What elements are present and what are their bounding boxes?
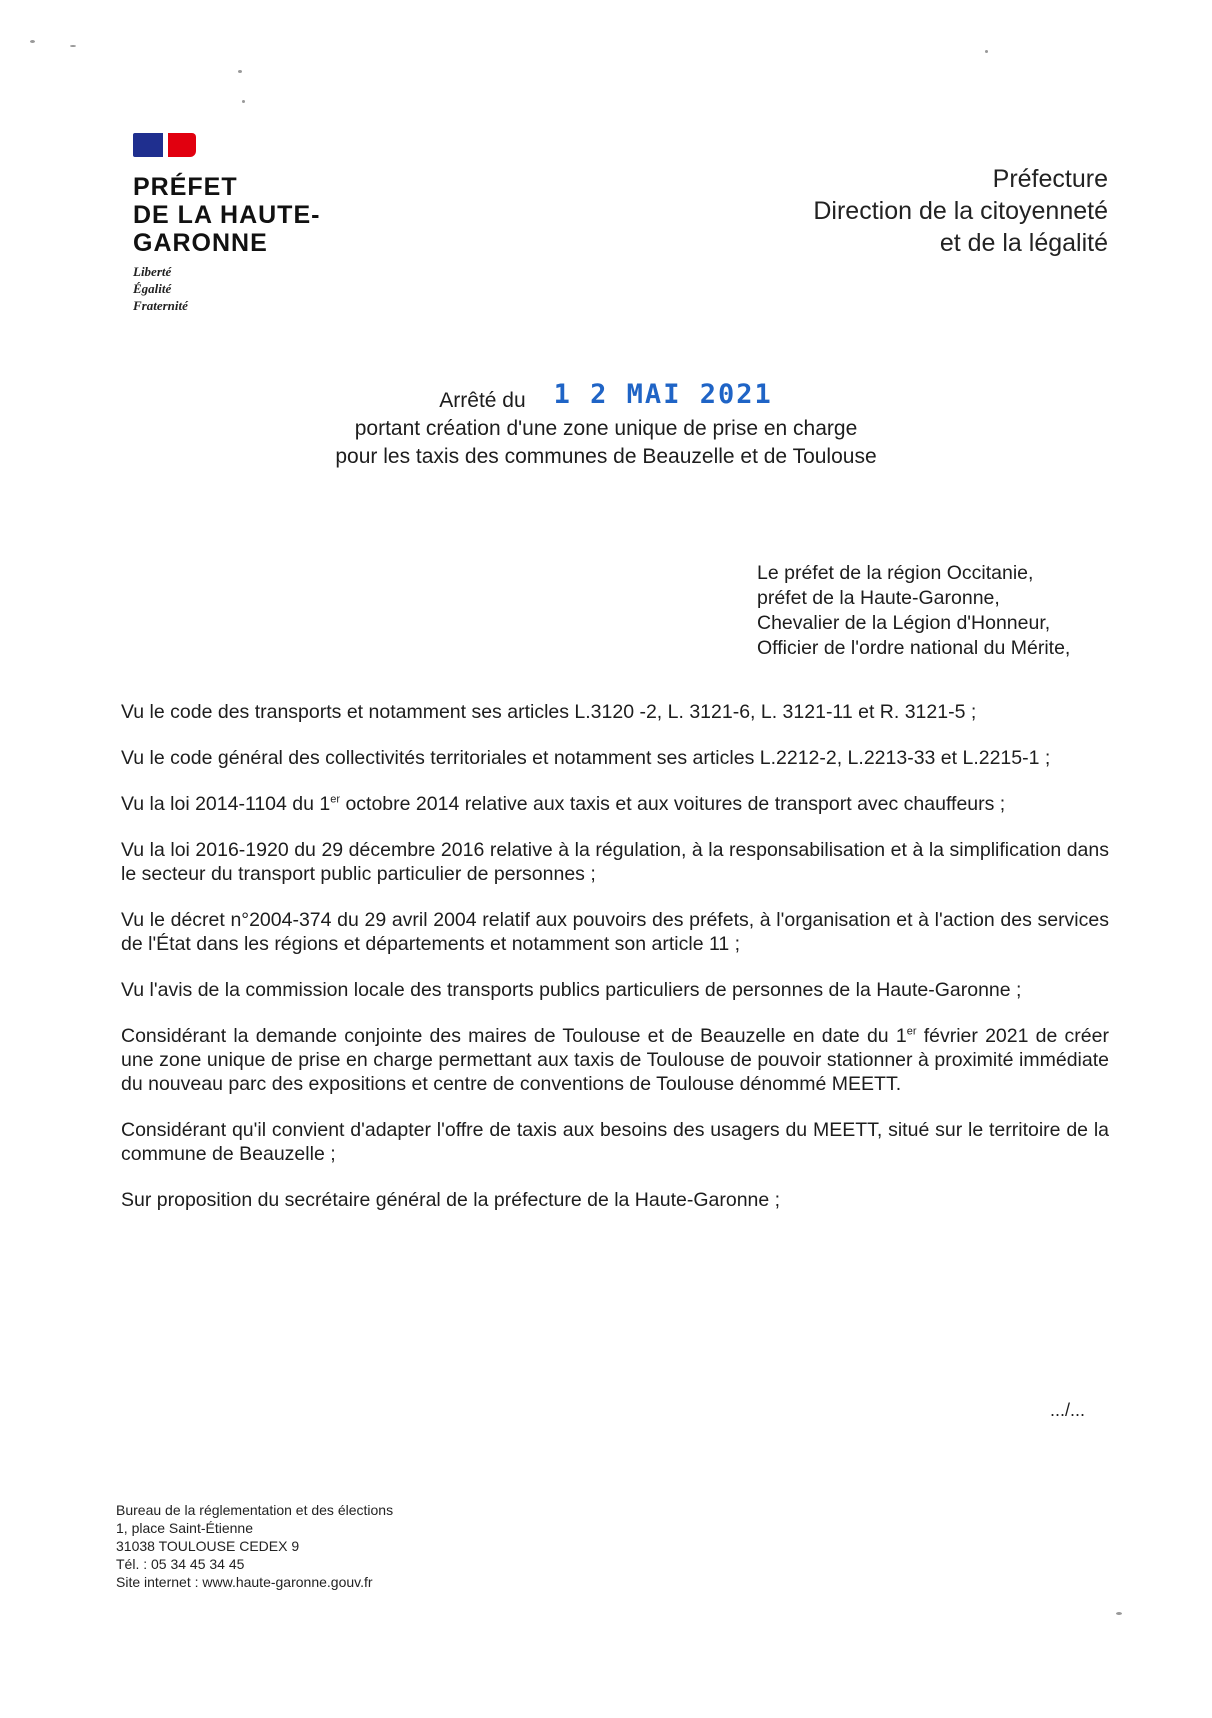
prefet-line: GARONNE [133, 229, 268, 257]
arrete-label: Arrêté du [439, 389, 526, 412]
prefet-title [133, 173, 320, 257]
date-stamp: 1 2 MAI 2021 [553, 379, 773, 410]
marianne-flag-icon [133, 133, 201, 159]
service-line: Préfecture [992, 165, 1108, 193]
text-run: Considérant la demande conjointe des maires de Toulouse et de Beauzelle en date du 1 [121, 1025, 907, 1047]
vu-paragraph: Vu la loi 2016-1920 du 29 décembre 2016 relative à la régulation, à la responsabilisation et à la simplification dans le secteur du transport public particulier de personnes ; [121, 839, 1109, 885]
scan-speck [30, 40, 35, 43]
authority-block [757, 561, 1070, 661]
authority-line: préfet de la Haute-Garonne, [757, 587, 1000, 609]
scan-speck [70, 45, 76, 47]
footer-line: 31038 TOULOUSE CEDEX 9 [116, 1538, 300, 1554]
vu-paragraph: Vu le décret n°2004-374 du 29 avril 2004 relatif aux pouvoirs des préfets, à l'organisation et à l'action des services de l'État dans les régions et départements et notamment son article 11 ; [121, 909, 1109, 955]
scan-speck [1116, 1612, 1122, 1615]
authority-line: Chevalier de la Légion d'Honneur, [757, 612, 1051, 634]
footer-address [116, 1501, 393, 1591]
considerant-paragraph: Considérant qu'il convient d'adapter l'offre de taxis aux besoins des usagers du MEETT, situé sur le territoire de la commune de Beauzelle ; [121, 1119, 1109, 1165]
prefet-logo-block [133, 133, 320, 314]
text-run: février 2021 de créer une zone unique de prise en charge permettant aux taxis de Toulouse de pouvoir stationner à proximité immédiate du nouveau parc des expositions et centre de conventions de Toulouse dénommé MEETT. [121, 1025, 1109, 1095]
prefet-line: PRÉFET [133, 173, 238, 201]
decree-date-line [0, 379, 1212, 415]
subject-line: pour les taxis des communes de Beauzelle et de Toulouse [335, 445, 877, 468]
proposition-paragraph: Sur proposition du secrétaire général de la préfecture de la Haute-Garonne ; [121, 1189, 781, 1211]
considerant-paragraph [121, 1024, 1109, 1096]
superscript: er [906, 1025, 917, 1038]
issuing-service [813, 163, 1108, 259]
vu-paragraph [121, 792, 1109, 816]
motto-line: Fraternité [133, 298, 188, 313]
considerations [121, 700, 1109, 1234]
scan-speck [242, 100, 245, 103]
continuation-mark: .../... [1050, 1400, 1086, 1420]
text-run: Vu la loi 2014-1104 du 1 [121, 793, 331, 815]
decree-title [0, 379, 1212, 471]
prefet-line: DE LA HAUTE- [133, 201, 321, 229]
scan-speck [985, 50, 988, 53]
motto-line: Liberté [133, 264, 172, 279]
vu-paragraph: Vu le code des transports et notamment ses articles L.3120 -2, L. 3121-6, L. 3121-11 et R. 3121-5 ; [121, 701, 977, 723]
authority-line: Officier de l'ordre national du Mérite, [757, 637, 1071, 659]
text-run: octobre 2014 relative aux taxis et aux voitures de transport avec chauffeurs ; [340, 793, 1006, 815]
decree-subject [0, 415, 1212, 471]
motto-line: Égalité [133, 281, 172, 296]
footer-line: Site internet : www.haute-garonne.gouv.fr [116, 1574, 373, 1590]
footer-line: 1, place Saint-Étienne [116, 1520, 253, 1536]
vu-paragraph: Vu l'avis de la commission locale des transports publics particuliers de personnes de la Haute-Garonne ; [121, 979, 1022, 1001]
vu-paragraph: Vu le code général des collectivités territoriales et notamment ses articles L.2212-2, L.2213-33 et L.2215-1 ; [121, 747, 1051, 769]
footer-line: Tél. : 05 34 45 34 45 [116, 1556, 245, 1572]
service-line: Direction de la citoyenneté [813, 197, 1108, 225]
republic-motto [133, 263, 320, 314]
subject-line: portant création d'une zone unique de prise en charge [354, 417, 858, 440]
service-line: et de la légalité [939, 229, 1108, 257]
authority-line: Le préfet de la région Occitanie, [757, 562, 1034, 584]
footer-line: Bureau de la réglementation et des élections [116, 1502, 394, 1518]
superscript: er [330, 793, 341, 806]
scan-speck [238, 70, 242, 73]
